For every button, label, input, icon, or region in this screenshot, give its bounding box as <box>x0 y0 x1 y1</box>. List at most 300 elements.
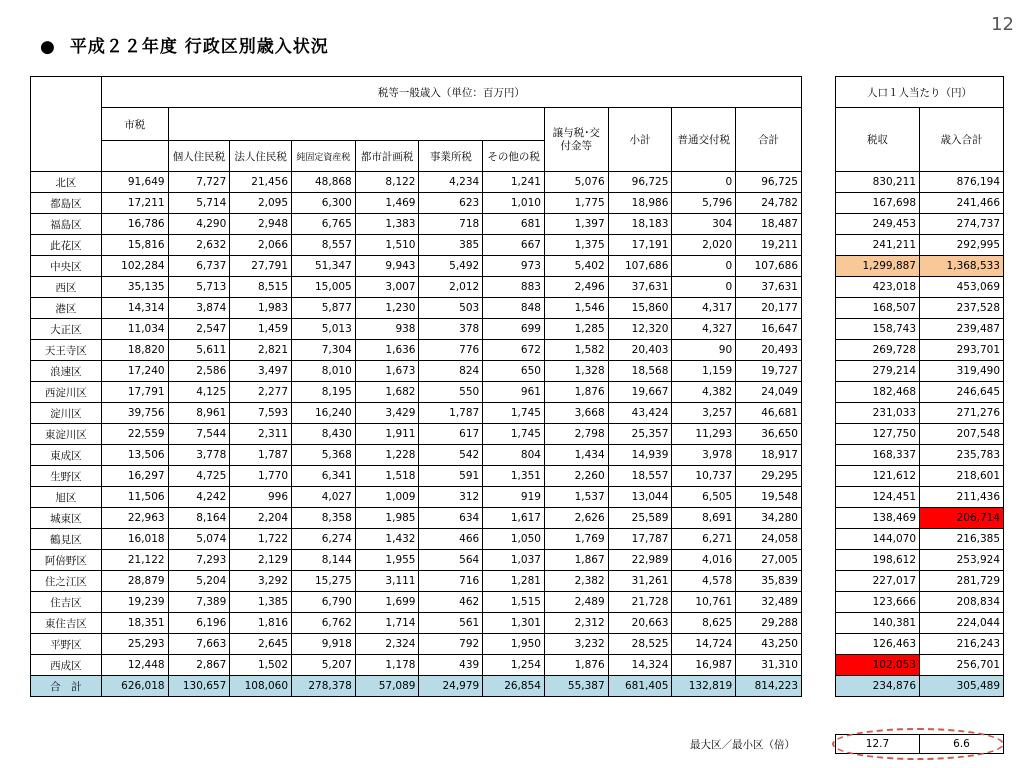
value-cell: 18,487 <box>736 214 802 235</box>
value-cell: 16,240 <box>292 403 356 424</box>
value-cell: 24,049 <box>736 382 802 403</box>
per-capita-row <box>836 529 1004 550</box>
ratio-revenue-total: 6.6 <box>920 735 1004 754</box>
value-cell: 550 <box>419 382 483 403</box>
value-cell: 108,060 <box>230 676 292 697</box>
value-cell: 1,301 <box>483 613 545 634</box>
value-cell: 5,204 <box>168 571 230 592</box>
per-capita-tax-cell: 249,453 <box>836 214 920 235</box>
value-cell: 2,626 <box>544 508 608 529</box>
value-cell: 3,978 <box>672 445 736 466</box>
per-capita-revenue-cell: 876,194 <box>920 172 1004 193</box>
value-cell: 1,985 <box>355 508 419 529</box>
value-cell: 24,979 <box>419 676 483 697</box>
ratio-tax-revenue: 12.7 <box>836 735 920 754</box>
value-cell: 3,007 <box>355 277 419 298</box>
table-row <box>31 403 802 424</box>
value-cell: 8,430 <box>292 424 356 445</box>
value-cell: 15,005 <box>292 277 356 298</box>
value-cell: 20,177 <box>736 298 802 319</box>
per-capita-tax-cell: 121,612 <box>836 466 920 487</box>
value-cell: 1,281 <box>483 571 545 592</box>
ward-name: 住之江区 <box>31 571 102 592</box>
value-cell: 1,383 <box>355 214 419 235</box>
value-cell: 961 <box>483 382 545 403</box>
revenue-total-header: 歳入合計 <box>920 108 1004 172</box>
value-cell: 792 <box>419 634 483 655</box>
page-title <box>40 32 329 57</box>
value-cell: 4,382 <box>672 382 736 403</box>
per-capita-revenue-cell: 274,737 <box>920 214 1004 235</box>
value-cell: 1,159 <box>672 361 736 382</box>
value-cell: 1,050 <box>483 529 545 550</box>
value-cell: 2,645 <box>230 634 292 655</box>
per-capita-tax-cell: 227,017 <box>836 571 920 592</box>
value-cell: 1,469 <box>355 193 419 214</box>
value-cell: 43,250 <box>736 634 802 655</box>
value-cell: 1,769 <box>544 529 608 550</box>
value-cell: 716 <box>419 571 483 592</box>
value-cell: 2,020 <box>672 235 736 256</box>
value-cell: 312 <box>419 487 483 508</box>
value-cell: 1,673 <box>355 361 419 382</box>
value-cell: 6,505 <box>672 487 736 508</box>
per-capita-revenue-cell: 281,729 <box>920 571 1004 592</box>
value-cell: 1,254 <box>483 655 545 676</box>
value-cell: 3,292 <box>230 571 292 592</box>
table-row <box>31 466 802 487</box>
per-capita-tax-cell: 144,070 <box>836 529 920 550</box>
per-capita-row <box>836 466 1004 487</box>
per-capita-tax-cell: 167,698 <box>836 193 920 214</box>
value-cell: 0 <box>672 256 736 277</box>
value-cell: 1,876 <box>544 655 608 676</box>
value-cell: 37,631 <box>608 277 672 298</box>
value-cell: 1,682 <box>355 382 419 403</box>
value-cell: 32,489 <box>736 592 802 613</box>
table-row <box>31 193 802 214</box>
value-cell: 96,725 <box>608 172 672 193</box>
value-cell: 4,125 <box>168 382 230 403</box>
per-capita-tax-cell: 158,743 <box>836 319 920 340</box>
value-cell: 12,448 <box>101 655 168 676</box>
per-capita-row <box>836 382 1004 403</box>
value-cell: 18,917 <box>736 445 802 466</box>
value-cell: 1,699 <box>355 592 419 613</box>
value-cell: 8,144 <box>292 550 356 571</box>
value-cell: 13,044 <box>608 487 672 508</box>
value-cell: 1,546 <box>544 298 608 319</box>
value-cell: 3,778 <box>168 445 230 466</box>
value-cell: 21,122 <box>101 550 168 571</box>
per-capita-tax-cell: 124,451 <box>836 487 920 508</box>
value-cell: 542 <box>419 445 483 466</box>
per-capita-row <box>836 655 1004 676</box>
value-cell: 5,076 <box>544 172 608 193</box>
value-cell: 2,586 <box>168 361 230 382</box>
per-capita-revenue-cell: 453,069 <box>920 277 1004 298</box>
value-cell: 20,403 <box>608 340 672 361</box>
per-capita-row <box>836 298 1004 319</box>
value-cell: 1,582 <box>544 340 608 361</box>
per-capita-revenue-cell: 319,490 <box>920 361 1004 382</box>
value-cell: 5,074 <box>168 529 230 550</box>
value-cell: 10,737 <box>672 466 736 487</box>
value-cell: 814,223 <box>736 676 802 697</box>
value-cell: 16,297 <box>101 466 168 487</box>
value-cell: 11,293 <box>672 424 736 445</box>
value-cell: 617 <box>419 424 483 445</box>
value-cell: 1,867 <box>544 550 608 571</box>
value-cell: 681 <box>483 214 545 235</box>
table-row <box>31 508 802 529</box>
value-cell: 8,358 <box>292 508 356 529</box>
value-cell: 385 <box>419 235 483 256</box>
per-capita-revenue-cell: 216,243 <box>920 634 1004 655</box>
table-row <box>31 550 802 571</box>
per-capita-tax-cell: 279,214 <box>836 361 920 382</box>
per-capita-tax-cell: 102,053 <box>836 655 920 676</box>
value-cell: 1,775 <box>544 193 608 214</box>
per-capita-revenue-cell: 305,489 <box>920 676 1004 697</box>
value-cell: 17,191 <box>608 235 672 256</box>
other-header: その他の税 <box>483 141 545 172</box>
per-capita-revenue-cell: 239,487 <box>920 319 1004 340</box>
value-cell: 1,518 <box>355 466 419 487</box>
value-cell: 2,821 <box>230 340 292 361</box>
city-tax-breakdown-spacer <box>168 108 544 141</box>
value-cell: 4,016 <box>672 550 736 571</box>
per-capita-row <box>836 172 1004 193</box>
value-cell: 14,314 <box>101 298 168 319</box>
ward-name: 此花区 <box>31 235 102 256</box>
per-capita-row <box>836 424 1004 445</box>
per-capita-tax-cell: 198,612 <box>836 550 920 571</box>
ward-name: 北区 <box>31 172 102 193</box>
value-cell: 51,347 <box>292 256 356 277</box>
per-capita-revenue-cell: 207,548 <box>920 424 1004 445</box>
value-cell: 5,796 <box>672 193 736 214</box>
value-cell: 304 <box>672 214 736 235</box>
value-cell: 19,548 <box>736 487 802 508</box>
value-cell: 9,943 <box>355 256 419 277</box>
value-cell: 1,385 <box>230 592 292 613</box>
value-cell: 883 <box>483 277 545 298</box>
per-capita-revenue-cell: 224,044 <box>920 613 1004 634</box>
per-capita-tax-cell: 269,728 <box>836 340 920 361</box>
value-cell: 39,756 <box>101 403 168 424</box>
value-cell: 278,378 <box>292 676 356 697</box>
value-cell: 21,456 <box>230 172 292 193</box>
per-capita-revenue-cell: 218,601 <box>920 466 1004 487</box>
ward-name: 西成区 <box>31 655 102 676</box>
value-cell: 1,911 <box>355 424 419 445</box>
per-capita-row <box>836 340 1004 361</box>
table-row <box>31 571 802 592</box>
value-cell: 2,129 <box>230 550 292 571</box>
value-cell: 1,009 <box>355 487 419 508</box>
value-cell: 4,234 <box>419 172 483 193</box>
value-cell: 776 <box>419 340 483 361</box>
value-cell: 5,368 <box>292 445 356 466</box>
value-cell: 6,341 <box>292 466 356 487</box>
per-capita-row <box>836 613 1004 634</box>
per-capita-tax-cell: 140,381 <box>836 613 920 634</box>
title-bullet: ● <box>40 37 56 57</box>
value-cell: 1,787 <box>419 403 483 424</box>
value-cell: 1,432 <box>355 529 419 550</box>
per-capita-revenue-cell: 235,783 <box>920 445 1004 466</box>
per-capita-row <box>836 256 1004 277</box>
per-capita-revenue-cell: 241,466 <box>920 193 1004 214</box>
per-capita-revenue-cell: 208,834 <box>920 592 1004 613</box>
value-cell: 466 <box>419 529 483 550</box>
value-cell: 3,232 <box>544 634 608 655</box>
value-cell: 1,983 <box>230 298 292 319</box>
value-cell: 18,351 <box>101 613 168 634</box>
value-cell: 8,010 <box>292 361 356 382</box>
value-cell: 27,005 <box>736 550 802 571</box>
grant-header: 普通交付税 <box>672 108 736 172</box>
value-cell: 7,544 <box>168 424 230 445</box>
value-cell: 378 <box>419 319 483 340</box>
table-row <box>31 256 802 277</box>
value-cell: 91,649 <box>101 172 168 193</box>
value-cell: 462 <box>419 592 483 613</box>
value-cell: 19,211 <box>736 235 802 256</box>
per-capita-total-row <box>836 676 1004 697</box>
value-cell: 919 <box>483 487 545 508</box>
value-cell: 17,240 <box>101 361 168 382</box>
ward-name: 淀川区 <box>31 403 102 424</box>
value-cell: 6,274 <box>292 529 356 550</box>
title-text: 平成２２年度 行政区別歳入状況 <box>69 37 329 57</box>
per-capita-revenue-cell: 246,645 <box>920 382 1004 403</box>
value-cell: 718 <box>419 214 483 235</box>
value-cell: 7,663 <box>168 634 230 655</box>
ward-name: 平野区 <box>31 634 102 655</box>
value-cell: 6,737 <box>168 256 230 277</box>
value-cell: 804 <box>483 445 545 466</box>
city-tax-header: 市税 <box>101 108 168 141</box>
property-header: 純固定資産税 <box>292 141 356 172</box>
value-cell: 2,948 <box>230 214 292 235</box>
value-cell: 681,405 <box>608 676 672 697</box>
value-cell: 18,820 <box>101 340 168 361</box>
per-capita-row <box>836 571 1004 592</box>
per-capita-revenue-cell: 206,714 <box>920 508 1004 529</box>
value-cell: 824 <box>419 361 483 382</box>
table-row <box>31 424 802 445</box>
value-cell: 10,761 <box>672 592 736 613</box>
ward-name: 天王寺区 <box>31 340 102 361</box>
per-capita-revenue-cell: 293,701 <box>920 340 1004 361</box>
value-cell: 6,271 <box>672 529 736 550</box>
per-capita-tax-cell: 241,211 <box>836 235 920 256</box>
per-capita-revenue-cell: 237,528 <box>920 298 1004 319</box>
value-cell: 102,284 <box>101 256 168 277</box>
value-cell: 4,725 <box>168 466 230 487</box>
value-cell: 26,854 <box>483 676 545 697</box>
value-cell: 1,285 <box>544 319 608 340</box>
value-cell: 12,320 <box>608 319 672 340</box>
per-capita-tax-cell: 830,211 <box>836 172 920 193</box>
value-cell: 35,839 <box>736 571 802 592</box>
corporate-header: 法人住民税 <box>230 141 292 172</box>
tax-revenue-header: 税収 <box>836 108 920 172</box>
value-cell: 2,260 <box>544 466 608 487</box>
per-capita-row <box>836 487 1004 508</box>
value-cell: 2,095 <box>230 193 292 214</box>
value-cell: 1,230 <box>355 298 419 319</box>
ward-name: 福島区 <box>31 214 102 235</box>
value-cell: 2,632 <box>168 235 230 256</box>
value-cell: 16,786 <box>101 214 168 235</box>
per-capita-revenue-cell: 256,701 <box>920 655 1004 676</box>
value-cell: 57,089 <box>355 676 419 697</box>
value-cell: 1,876 <box>544 382 608 403</box>
value-cell: 17,211 <box>101 193 168 214</box>
value-cell: 7,593 <box>230 403 292 424</box>
value-cell: 27,791 <box>230 256 292 277</box>
value-cell: 7,727 <box>168 172 230 193</box>
ward-name: 西区 <box>31 277 102 298</box>
value-cell: 4,578 <box>672 571 736 592</box>
value-cell: 5,207 <box>292 655 356 676</box>
value-cell: 36,650 <box>736 424 802 445</box>
per-capita-tax-cell: 127,750 <box>836 424 920 445</box>
per-capita-revenue-cell: 211,436 <box>920 487 1004 508</box>
value-cell: 1,228 <box>355 445 419 466</box>
page-number: 12 <box>991 14 1014 35</box>
ratio-label: 最大区／最小区（倍） <box>690 739 795 751</box>
ward-name: 鶴見区 <box>31 529 102 550</box>
table-row <box>31 172 802 193</box>
value-cell: 6,196 <box>168 613 230 634</box>
value-cell: 3,111 <box>355 571 419 592</box>
value-cell: 1,537 <box>544 487 608 508</box>
per-capita-tax-cell: 138,469 <box>836 508 920 529</box>
value-cell: 439 <box>419 655 483 676</box>
value-cell: 19,727 <box>736 361 802 382</box>
ward-name: 都島区 <box>31 193 102 214</box>
ward-name: 旭区 <box>31 487 102 508</box>
value-cell: 1,328 <box>544 361 608 382</box>
individual-header: 個人住民税 <box>168 141 230 172</box>
value-cell: 1,714 <box>355 613 419 634</box>
value-cell: 11,034 <box>101 319 168 340</box>
per-capita-revenue-cell: 253,924 <box>920 550 1004 571</box>
value-cell: 7,293 <box>168 550 230 571</box>
value-cell: 623 <box>419 193 483 214</box>
table-row <box>31 655 802 676</box>
ward-name: 浪速区 <box>31 361 102 382</box>
value-cell: 29,288 <box>736 613 802 634</box>
per-capita-tax-cell: 182,468 <box>836 382 920 403</box>
value-cell: 1,010 <box>483 193 545 214</box>
value-cell: 13,506 <box>101 445 168 466</box>
value-cell: 2,798 <box>544 424 608 445</box>
value-cell: 672 <box>483 340 545 361</box>
per-capita-row <box>836 592 1004 613</box>
value-cell: 1,397 <box>544 214 608 235</box>
value-cell: 34,280 <box>736 508 802 529</box>
value-cell: 18,986 <box>608 193 672 214</box>
ward-name: 住吉区 <box>31 592 102 613</box>
table-row <box>31 361 802 382</box>
value-cell: 2,867 <box>168 655 230 676</box>
value-cell: 1,510 <box>355 235 419 256</box>
per-capita-row <box>836 277 1004 298</box>
value-cell: 2,012 <box>419 277 483 298</box>
table-row <box>31 529 802 550</box>
ward-header-cell <box>31 77 102 172</box>
value-cell: 564 <box>419 550 483 571</box>
value-cell: 1,770 <box>230 466 292 487</box>
value-cell: 1,178 <box>355 655 419 676</box>
value-cell: 667 <box>483 235 545 256</box>
value-cell: 107,686 <box>736 256 802 277</box>
ward-name: 城東区 <box>31 508 102 529</box>
per-capita-row <box>836 508 1004 529</box>
value-cell: 22,963 <box>101 508 168 529</box>
table-row <box>31 214 802 235</box>
value-cell: 1,745 <box>483 424 545 445</box>
value-cell: 5,013 <box>292 319 356 340</box>
per-capita-row <box>836 235 1004 256</box>
per-capita-tax-cell: 126,463 <box>836 634 920 655</box>
per-capita-tax-cell: 234,876 <box>836 676 920 697</box>
ward-name: 阿倍野区 <box>31 550 102 571</box>
value-cell: 1,375 <box>544 235 608 256</box>
value-cell: 699 <box>483 319 545 340</box>
value-cell: 626,018 <box>101 676 168 697</box>
value-cell: 8,557 <box>292 235 356 256</box>
table-row <box>31 277 802 298</box>
per-capita-table <box>835 76 1004 697</box>
value-cell: 996 <box>230 487 292 508</box>
value-cell: 18,183 <box>608 214 672 235</box>
value-cell: 37,631 <box>736 277 802 298</box>
value-cell: 90 <box>672 340 736 361</box>
value-cell: 19,239 <box>101 592 168 613</box>
value-cell: 503 <box>419 298 483 319</box>
value-cell: 8,164 <box>168 508 230 529</box>
value-cell: 28,879 <box>101 571 168 592</box>
value-cell: 48,868 <box>292 172 356 193</box>
value-cell: 107,686 <box>608 256 672 277</box>
per-capita-row <box>836 193 1004 214</box>
value-cell: 634 <box>419 508 483 529</box>
value-cell: 22,559 <box>101 424 168 445</box>
value-cell: 4,317 <box>672 298 736 319</box>
value-cell: 4,290 <box>168 214 230 235</box>
table-row <box>31 235 802 256</box>
value-cell: 17,791 <box>101 382 168 403</box>
value-cell: 2,311 <box>230 424 292 445</box>
value-cell: 1,037 <box>483 550 545 571</box>
value-cell: 46,681 <box>736 403 802 424</box>
value-cell: 31,261 <box>608 571 672 592</box>
value-cell: 938 <box>355 319 419 340</box>
total-header: 合計 <box>736 108 802 172</box>
value-cell: 3,668 <box>544 403 608 424</box>
value-cell: 1,241 <box>483 172 545 193</box>
ward-name: 港区 <box>31 298 102 319</box>
per-capita-revenue-cell: 292,995 <box>920 235 1004 256</box>
per-capita-tax-cell: 1,299,887 <box>836 256 920 277</box>
transfer-header: 譲与税･交付金等 <box>544 108 608 172</box>
